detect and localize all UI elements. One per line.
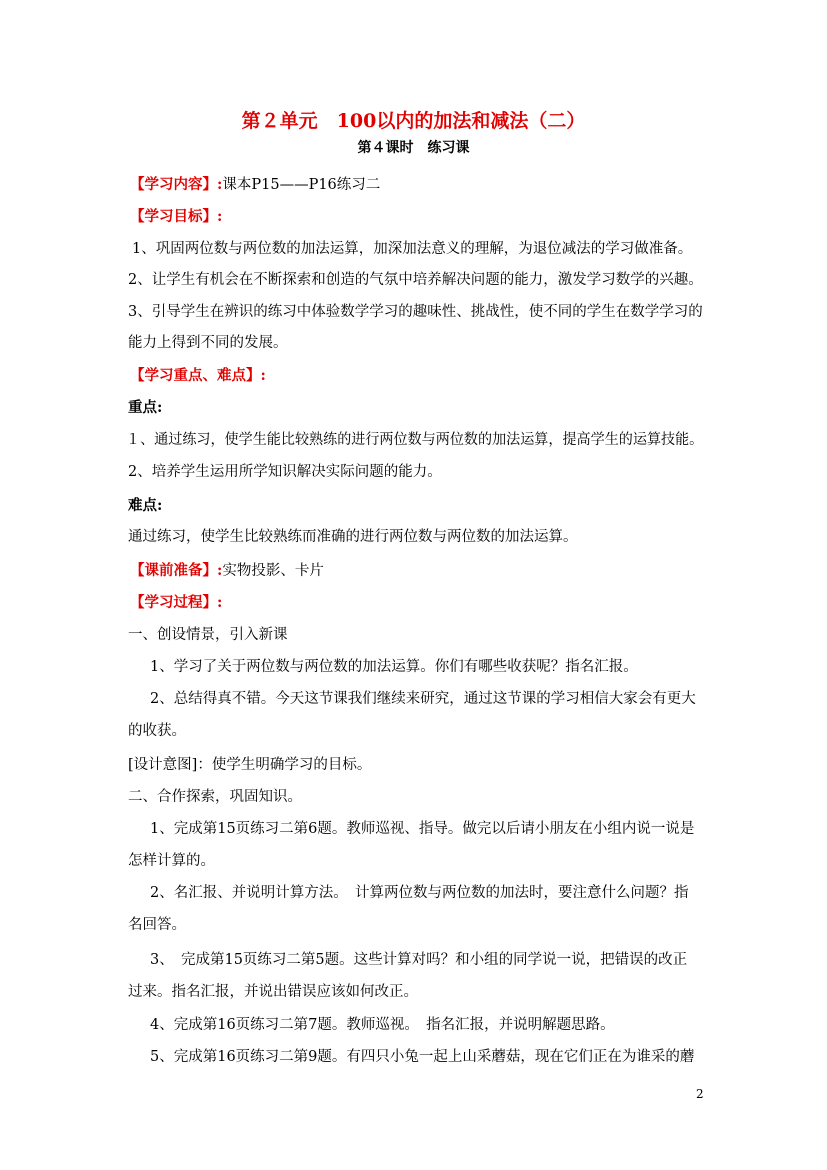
content-label: 【学习内容】: [130, 176, 223, 193]
key-point-1: １、通过练习，使学生能比较熟练的进行两位数与两位数的加法运算，提高学生的运算技能。 [126, 432, 704, 448]
process-label: 【学习过程】: [130, 594, 223, 611]
page-number: 2 [696, 1087, 704, 1101]
goal-3-line-1: 3、引导学生在辨识的练习中体验数学学习的趣味性、挑战性，使不同的学生在数学学习的 [128, 304, 703, 320]
goals-label: 【学习目标】: [130, 208, 223, 225]
key-label: 重点: [128, 399, 163, 416]
section-2-para-2-line-2: 名回答。 [128, 917, 186, 933]
lesson-subtitle: 第４课时 练习课 [357, 140, 470, 156]
hard-point-1: 通过练习，使学生比较熟练而准确的进行两位数与两位数的加法运算。 [128, 529, 578, 545]
keypoints-label: 【学习重点、难点】: [130, 367, 266, 384]
content-line [130, 175, 380, 195]
section-1-para-2-line-2: 的收获。 [128, 723, 186, 739]
design-intent: [设计意图]：使学生明确学习的目标。 [128, 757, 372, 773]
section-2-para-2-line-1: 2、名汇报、并说明计算方法。 计算两位数与两位数的加法时，要注意什么问题？指 [150, 885, 689, 901]
prep-line [130, 561, 324, 581]
goal-2: 2、让学生有机会在不断探索和创造的气氛中培养解决问题的能力，激发学习数学的兴趣。 [128, 272, 703, 288]
section-1-para-1: 1、学习了关于两位数与两位数的加法运算。你们有哪些收获呢？指名汇报。 [150, 659, 638, 675]
section-1-para-2-line-1: 2、总结得真不错。今天这节课我们继续来研究，通过这节课的学习相信大家会有更大 [150, 691, 696, 707]
section-2-heading: 二、合作探索，巩固知识。 [128, 789, 302, 805]
section-2-para-1-line-2: 怎样计算的。 [128, 853, 215, 869]
section-2-para-1-line-1: 1、完成第15页练习二第6题。教师巡视、指导。做完以后请小朋友在小组内说一说是 [150, 821, 695, 837]
section-2-para-3-line-2: 过来。指名汇报，并说出错误应该如何改正。 [128, 984, 418, 1000]
goal-3-line-2: 能力上得到不同的发展。 [128, 335, 288, 351]
section-2-para-4: 4、完成第16页练习二第7题。教师巡视。 指名汇报，并说明解题思路。 [150, 1017, 615, 1033]
content-text: 课本P15——P16练习二 [222, 177, 381, 193]
goal-1: 1、巩固两位数与两位数的加法运算，加深加法意义的理解，为退位减法的学习做准备。 [132, 241, 693, 257]
section-2-para-3-line-1: 3、 完成第15页练习二第5题。这些计算对吗？和小组的同学说一说，把错误的改正 [150, 952, 688, 968]
hard-label: 难点: [128, 497, 163, 514]
document-title: 第２单元 100以内的加法和减法（二） [241, 110, 586, 132]
prep-label: 【课前准备】: [130, 562, 223, 579]
prep-text: 实物投影、卡片 [222, 563, 324, 579]
section-1-heading: 一、创设情景，引入新课 [128, 627, 288, 643]
key-point-2: 2、培养学生运用所学知识解决实际问题的能力。 [128, 464, 442, 480]
section-2-para-5: 5、完成第16页练习二第9题。有四只小兔一起上山采蘑菇，现在它们正在为谁采的蘑 [150, 1049, 695, 1065]
